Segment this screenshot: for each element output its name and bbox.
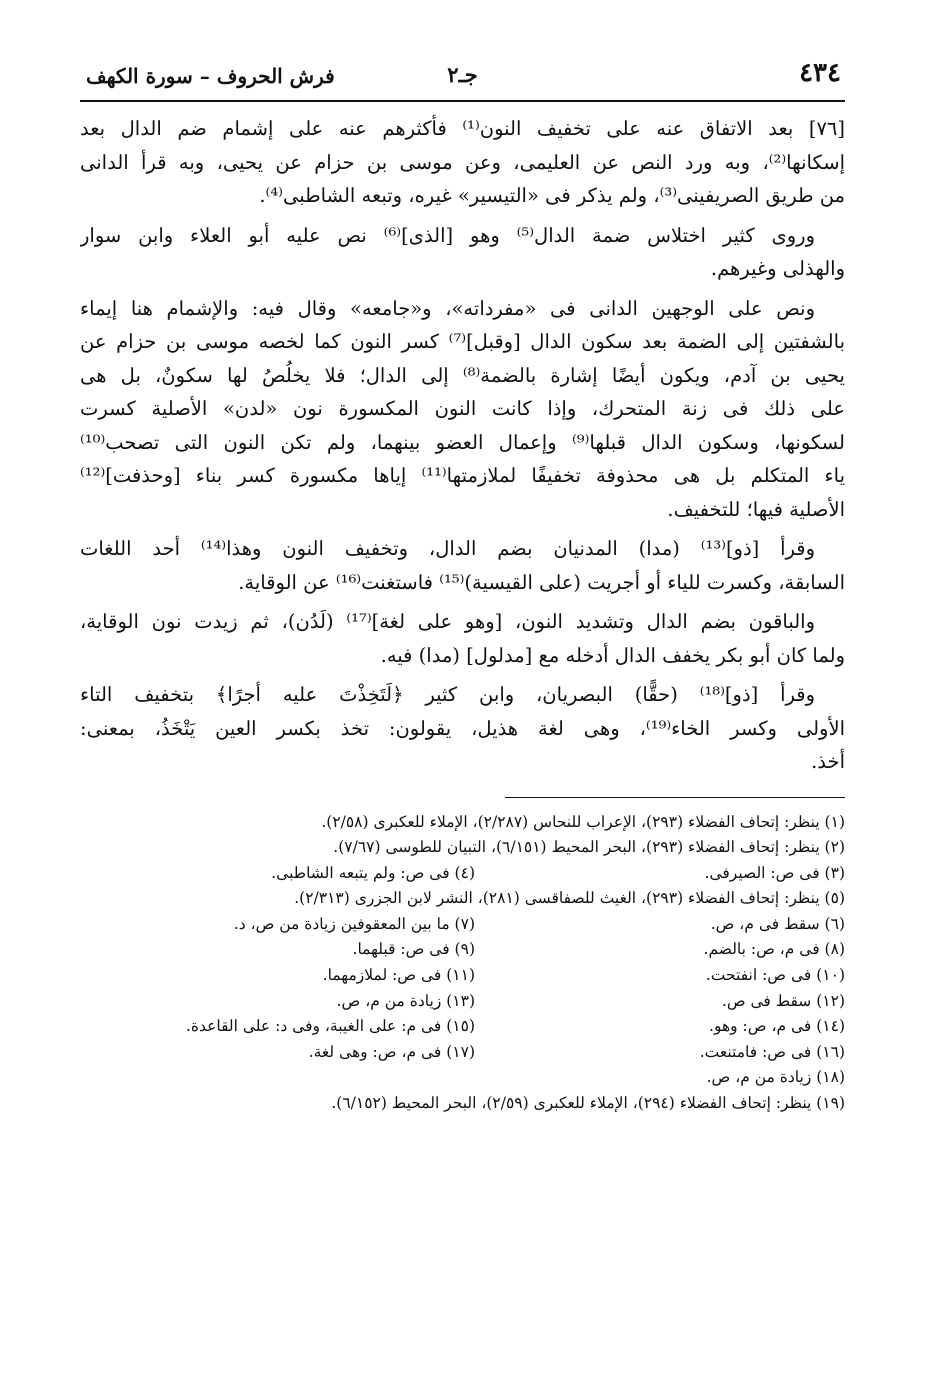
footnote-row [80, 937, 845, 963]
main-text [80, 112, 845, 785]
footnote: (١٦) فى ص: فامتنعت. [699, 1042, 845, 1061]
footnote: (١٧) فى م، ص: وهى لغة. [308, 1042, 475, 1061]
footnote-row [80, 989, 845, 1015]
running-header [80, 52, 845, 102]
footnote: (١٢) سقط فى ص. [721, 991, 845, 1010]
text-line: ونص على الوجهين الدانى فى «مفرداته»، و«جامعه» وقال فيه: والإشمام هنا إيماء [80, 296, 815, 320]
text-line: [٧٦] بعد الاتفاق عنه على تخفيف النون⁽¹⁾ فأكثرهم عنه على إشمام ضم الدال بعد [80, 117, 845, 140]
footnote: (٨) فى م، ص: بالضم. [703, 940, 845, 959]
page-number: ٤٣٤ [799, 58, 841, 88]
footnote: (١٩) ينظر: إتحاف الفضلاء (٢٩٤)، الإملاء للعكبرى (٢/٥٩)، البحر المحيط (٦/١٥٢). [331, 1094, 845, 1113]
footnote-row [80, 1065, 845, 1091]
chapter-title: فرش الحروف – سورة الكهف [86, 64, 335, 88]
footnote: (٩) فى ص: قبلهما. [352, 940, 475, 959]
paragraph [80, 292, 845, 527]
footnote: (١) ينظر: إتحاف الفضلاء (٢٩٣)، الإعراب للنحاس (٢/٢٨٧)، الإملاء للعكبرى (٢/٥٨). [321, 812, 845, 831]
footnote: (٢) ينظر: إتحاف الفضلاء (٢٩٣)، البحر المحيط (٦/١٥١)، التبيان للطوسى (٧/٦٧). [333, 838, 845, 857]
footnote: (١٥) فى م: على الغيبة، وفى د: على القاعدة. [185, 1017, 475, 1036]
footnote: (١٤) فى م، ص: وهو. [709, 1017, 845, 1036]
footnote-row [80, 861, 845, 887]
footnote: (٣) فى ص: الصيرفى. [704, 863, 845, 882]
footnote: (٦) سقط فى م، ص. [710, 914, 845, 933]
footnote: (٧) ما بين المعقوفين زيادة من ص، د. [233, 914, 475, 933]
text-line: إسكانها⁽²⁾، وبه ورد النص عن العليمى، وعن موسى بن حزام عن يحيى، وبه قرأ الدانى [80, 150, 845, 174]
text-line: وقرأ [ذو]⁽¹⁸⁾ (حقًّا) البصريان، وابن كثير ﴿لَتَخِذْتَ عليه أجرًا﴾ بتخفيف التاء [80, 683, 815, 706]
footnote: (١١) فى ص: لملازمهما. [322, 966, 475, 985]
text-line: الأولى وكسر الخاء⁽¹⁹⁾، وهى لغة هذيل، يقولون: تخذ بكسر العين يَتْخَذُ، بمعنى: [80, 716, 845, 740]
footnote: (١٨) زيادة من م، ص. [706, 1068, 845, 1087]
text-line: ياء المتكلم بل هى محذوفة تخفيفًا لملازمتها⁽¹¹⁾ إياها مكسورة كسر بناء [وحذفت]⁽¹²⁾ [80, 464, 845, 487]
footnote-row [80, 912, 845, 938]
footnote-divider [505, 797, 845, 798]
text-line: والهذلى وغيرهم. [710, 257, 845, 280]
footnote: (١٠) فى ص: انفتحت. [705, 966, 845, 985]
paragraph [80, 678, 845, 779]
text-line: وقرأ [ذو]⁽¹³⁾ (مدا) المدنيان بضم الدال، وتخفيف النون وهذا⁽¹⁴⁾ أحد اللغات [80, 537, 815, 560]
text-line: الأصلية فيها؛ للتخفيف. [667, 497, 845, 521]
text-line: السابقة، وكسرت للياء أو أجريت (على القيسية)⁽¹⁵⁾ فاستغنت⁽¹⁶⁾ عن الوقاية. [238, 570, 845, 594]
footnote: (١٣) زيادة من م، ص. [336, 991, 475, 1010]
text-line: من طريق الصريفينى⁽³⁾، ولم يذكر فى «التيسير» غيره، وتبعه الشاطبى⁽⁴⁾. [259, 184, 845, 207]
footnotes [80, 810, 845, 1117]
footnote: (٤) فى ص: ولم يتبعه الشاطبى. [271, 863, 475, 882]
text-line: لسكونها، وسكون الدال قبلها⁽⁹⁾ وإعمال العضو بينهما، ولم تكن النون التى تصحب⁽¹⁰⁾ [80, 430, 845, 454]
text-line: على ذلك فى زنة المتحرك، وإذا كانت النون المكسورة نون «لدن» الأصلية كسرت [80, 397, 845, 420]
footnote-row [80, 1014, 845, 1040]
paragraph [80, 219, 845, 286]
footnote-row [80, 1040, 845, 1066]
text-line: بالشفتين إلى الضمة بعد سكون الدال [وقبل]⁽⁷⁾ كسر النون كما لخصه موسى بن حزام عن [80, 330, 845, 353]
text-line: ولما كان أبو بكر يخفف الدال أدخله مع [مدلول] (مدا) فيه. [380, 643, 845, 667]
paragraph [80, 605, 845, 672]
text-line: يحيى بن آدم، ويكون أيضًا إشارة بالضمة⁽⁸⁾ إلى الدال؛ فلا يخلُصُ لها سكونٌ، بل هى [80, 363, 845, 387]
book-page [80, 52, 845, 1372]
footnote-row [80, 963, 845, 989]
paragraph [80, 532, 845, 599]
text-line: أخذ. [811, 750, 845, 773]
footnote [80, 1065, 475, 1091]
text-line: والباقون بضم الدال وتشديد النون، [وهو على لغة]⁽¹⁷⁾ (لَدُن)، ثم زيدت نون الوقاية، [80, 610, 815, 633]
footnote: (٥) ينظر: إتحاف الفضلاء (٢٩٣)، الغيث للصفاقسى (٢٨١)، النشر لابن الجزرى (٢/٣١٣). [294, 889, 845, 908]
paragraph [80, 112, 845, 213]
text-line: وروى كثير اختلاس ضمة الدال⁽⁵⁾ وهو [الذى]⁽⁶⁾ نص عليه أبو العلاء وابن سوار [80, 223, 815, 247]
volume-label: جـ٢ [447, 62, 478, 87]
